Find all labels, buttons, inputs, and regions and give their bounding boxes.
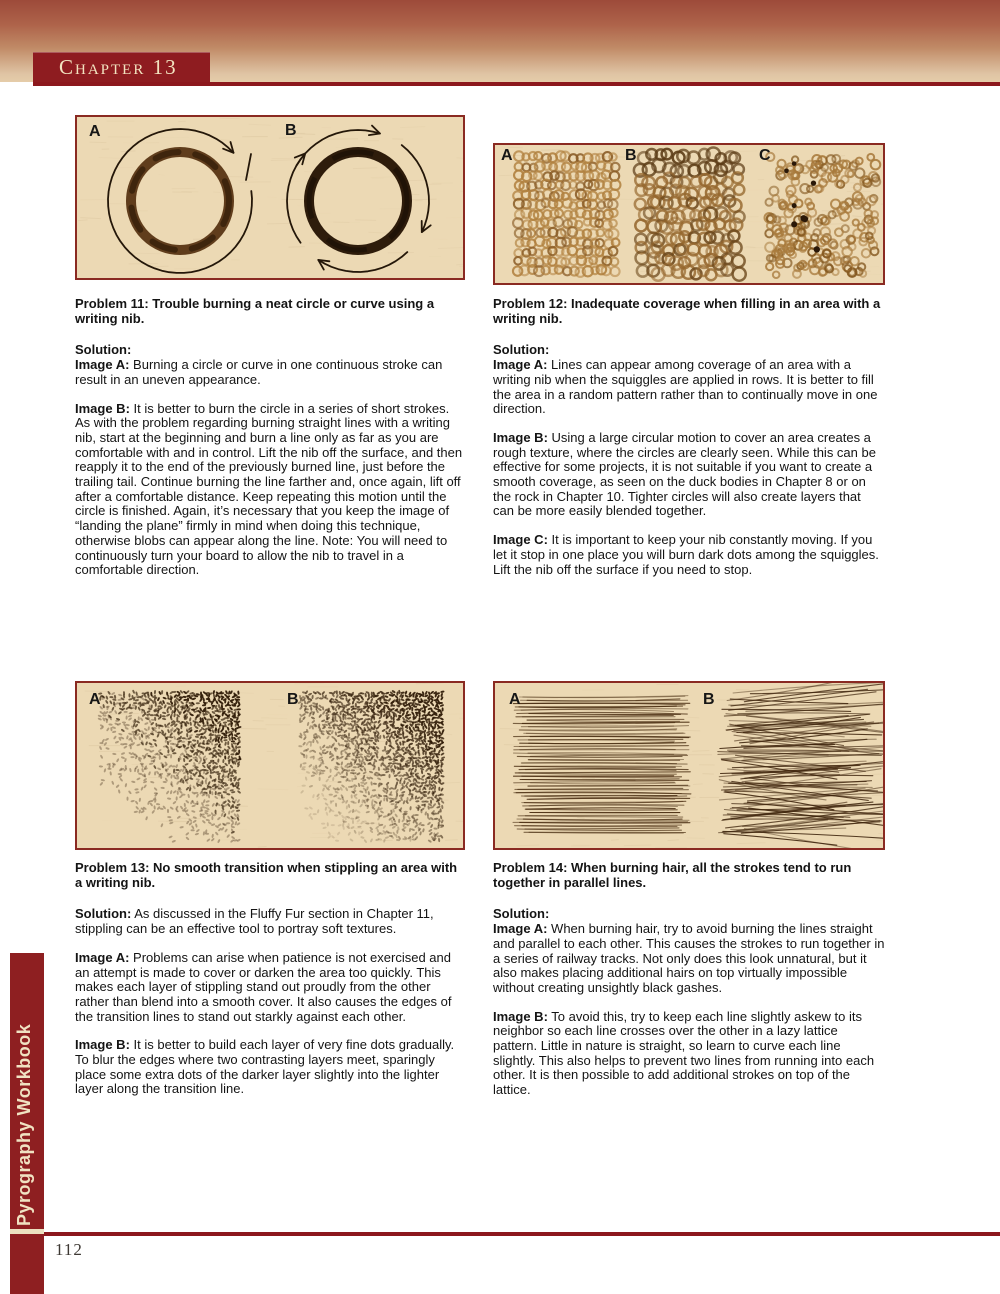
figure-hair-panel <box>493 681 885 850</box>
figure-label: A <box>89 123 101 140</box>
figure-circles-panel <box>75 115 465 280</box>
solution-label-line: Solution: <box>75 342 132 358</box>
figure-stipple-panel <box>75 681 465 850</box>
figure-label: A <box>89 691 101 708</box>
problem-heading: Problem 11: Trouble burning a neat circle or curve using a writing nib. <box>75 296 435 326</box>
image-c-paragraph: Image C: It is important to keep your nib constantly moving. If you let it stop in one place you will burn dark dots among the squiggles. Lift the nib off the surface if you need to stop. <box>493 532 879 577</box>
image-b-paragraph: Image B: It is better to burn the circle in a series of short strokes. As with the problem regarding burning straight lines with a writing nib, start at the beginning and burn a line only as far as you are comfortable with and in control. Lift the nib off the surface, and then reapply it to the end of the previously burned line, just before the trailing tail. Continue burning the line farther and, once again, lift off after a comfortable distance. Keep repeating this motion until the circle is finished. Again, it’s necessary that you keep the image of “landing the plane” firmly in mind when doing this technique, otherwise blobs can appear along the line. Note: You will need to continuously turn your board to allow the nib to travel in a comfortable direction. <box>75 400 463 578</box>
problem-11-section <box>75 297 465 578</box>
figure-label: C <box>759 147 771 164</box>
figure-label: B <box>285 122 297 139</box>
book-title-vertical: Pyrography Workbook <box>14 1023 34 1226</box>
figure-squiggles-art <box>495 145 883 283</box>
figure-hair-art <box>495 683 883 848</box>
image-a-paragraph: Image A: Burning a circle or curve in one continuous stroke can result in an uneven appearance. <box>75 357 443 387</box>
solution-paragraph: Solution: As discussed in the Fluffy Fur section in Chapter 11, stippling can be an effective tool to portray soft textures. <box>75 906 434 937</box>
problem-heading: Problem 12: Inadequate coverage when filling in an area with a writing nib. <box>493 296 881 326</box>
figure-label: B <box>703 691 715 708</box>
figure-label: A <box>501 147 513 164</box>
footer-rule <box>44 1232 1000 1236</box>
chapter-label: Chapter 13 <box>59 55 178 79</box>
problem-13-section <box>75 861 465 1097</box>
figure-circles-art <box>77 117 463 278</box>
image-a-paragraph: Image A: When burning hair, try to avoid burning the lines straight and parallel to each other. This causes the strokes to run together in a series of railway tracks. Not only does this look unnatural, but it also makes placing additional hairs on top virtually impossible without creating unsightly black gashes. <box>493 921 885 995</box>
page-number: 112 <box>55 1240 83 1259</box>
problem-heading: Problem 13: No smooth transition when stippling an area with a writing nib. <box>75 860 458 890</box>
figure-label: B <box>625 147 637 164</box>
chapter-banner <box>33 52 210 82</box>
figure-squiggles-panel <box>493 143 885 285</box>
problem-14-section <box>493 861 885 1098</box>
figure-stipple-art <box>77 683 463 848</box>
image-a-paragraph: Image A: Lines can appear among coverage of an area with a writing nib when the squiggles are applied in rows. It is better to fill the area in a random pattern rather than to continually move in one direction. <box>493 357 878 417</box>
figure-label: B <box>287 691 299 708</box>
image-a-paragraph: Image A: Problems can arise when patience is not exercised and an attempt is made to cover or darken the area too quickly. This makes each layer of stippling stand out proudly from the other rather than blend into a smooth cover. It also causes the edges of the transition lines to stand out starkly against each other. <box>75 949 452 1024</box>
image-b-paragraph: Image B: It is better to build each layer of very fine dots gradually. To blur the edges where two contrasting layers meet, sparingly place some extra dots of the darker layer slightly into the lighter layer along the transition line. <box>75 1037 455 1097</box>
header-rule <box>33 82 1000 86</box>
problem-heading: Problem 14: When burning hair, all the strokes tend to run together in parallel lines. <box>493 860 852 890</box>
image-b-paragraph: Image B: Using a large circular motion to cover an area creates a rough texture, where the circles are clearly seen. While this can be effective for some projects, it is not suitable if you want to create a smooth coverage, as seen on the duck bodies in Chapter 8 or on the rock in Chapter 10. Tighter circles will also create layers that can be more easily blended together. <box>493 429 876 519</box>
sidebar-tick <box>10 1229 44 1234</box>
image-b-paragraph: Image B: To avoid this, try to keep each line slightly askew to its neighbor so each line crosses over the other in a lazy lattice pattern. Little in nature is straight, so learn to curve each line slightly. This also helps to prevent two lines from running into each other. It is then possible to add additional strokes on top of the lattice. <box>493 1008 875 1098</box>
figure-label: A <box>509 691 521 708</box>
solution-label-line: Solution: <box>493 906 550 922</box>
solution-label-line: Solution: <box>493 342 550 358</box>
problem-12-section <box>493 297 885 577</box>
